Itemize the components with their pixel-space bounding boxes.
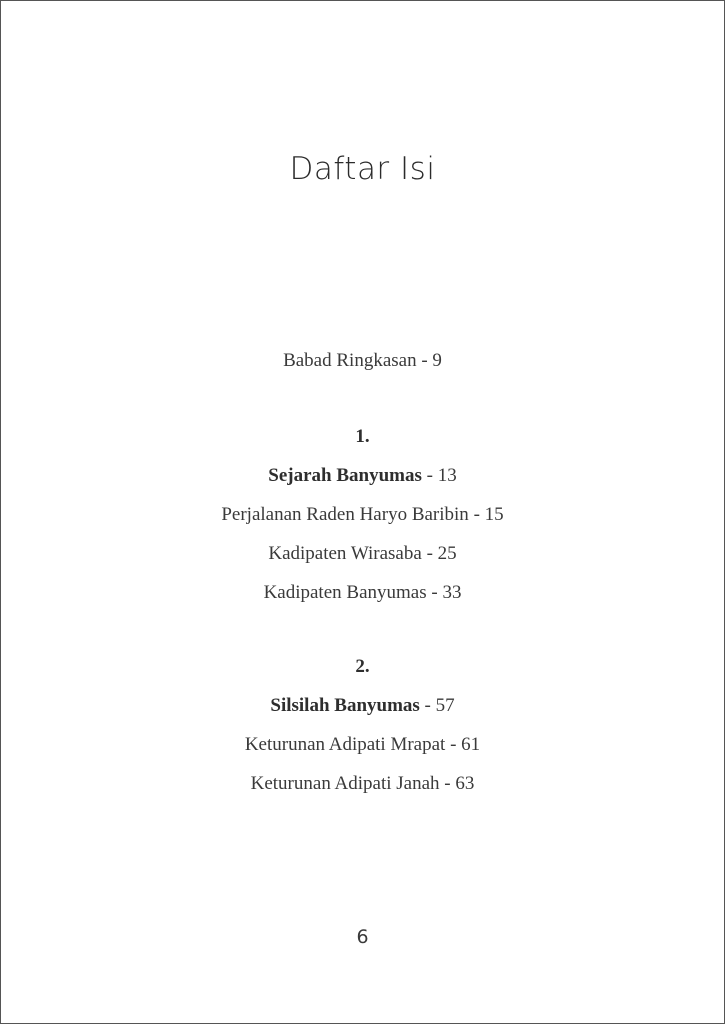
toc-chapter-heading[interactable] — [1, 456, 724, 495]
toc-entry-intro[interactable] — [1, 341, 724, 380]
toc-page-ref: 57 — [435, 695, 455, 716]
toc-page-ref: 33 — [442, 582, 462, 603]
toc-page-ref: 63 — [455, 773, 475, 794]
toc-entry-label: Keturunan Adipati Janah — [250, 773, 440, 794]
toc-entry[interactable] — [1, 725, 724, 764]
toc-heading-label: Silsilah Banyumas — [270, 695, 420, 716]
toc-heading-label: Sejarah Banyumas — [268, 465, 422, 486]
page-number: 6 — [356, 926, 369, 948]
toc-entry[interactable] — [1, 764, 724, 803]
toc-separator: - — [419, 695, 436, 716]
toc-entry-label: Perjalanan Raden Haryo Baribin — [221, 504, 469, 525]
chapter-number: 2. — [355, 656, 370, 677]
toc-separator: - — [421, 543, 438, 564]
toc-separator: - — [445, 734, 462, 755]
toc-separator: - — [439, 773, 456, 794]
toc-entry[interactable] — [1, 573, 724, 612]
table-of-contents — [1, 341, 724, 803]
toc-entry[interactable] — [1, 534, 724, 573]
page-title: Daftar Isi — [289, 151, 436, 187]
toc-page-ref: 9 — [432, 350, 442, 371]
toc-page-ref: 15 — [484, 504, 504, 525]
toc-entry[interactable] — [1, 495, 724, 534]
toc-page-ref: 13 — [437, 465, 457, 486]
toc-entry-label: Kadipaten Wirasaba — [268, 543, 422, 564]
toc-separator: - — [468, 504, 485, 525]
toc-entry-label: Babad Ringkasan — [283, 350, 417, 371]
toc-separator: - — [421, 465, 438, 486]
toc-separator: - — [426, 582, 443, 603]
toc-chapter-heading[interactable] — [1, 686, 724, 725]
toc-page-ref: 61 — [461, 734, 481, 755]
toc-entry-label: Keturunan Adipati Mrapat — [244, 734, 446, 755]
toc-separator: - — [416, 350, 433, 371]
toc-page-ref: 25 — [437, 543, 457, 564]
toc-entry-label: Kadipaten Banyumas — [263, 582, 427, 603]
chapter-number: 1. — [355, 426, 370, 447]
